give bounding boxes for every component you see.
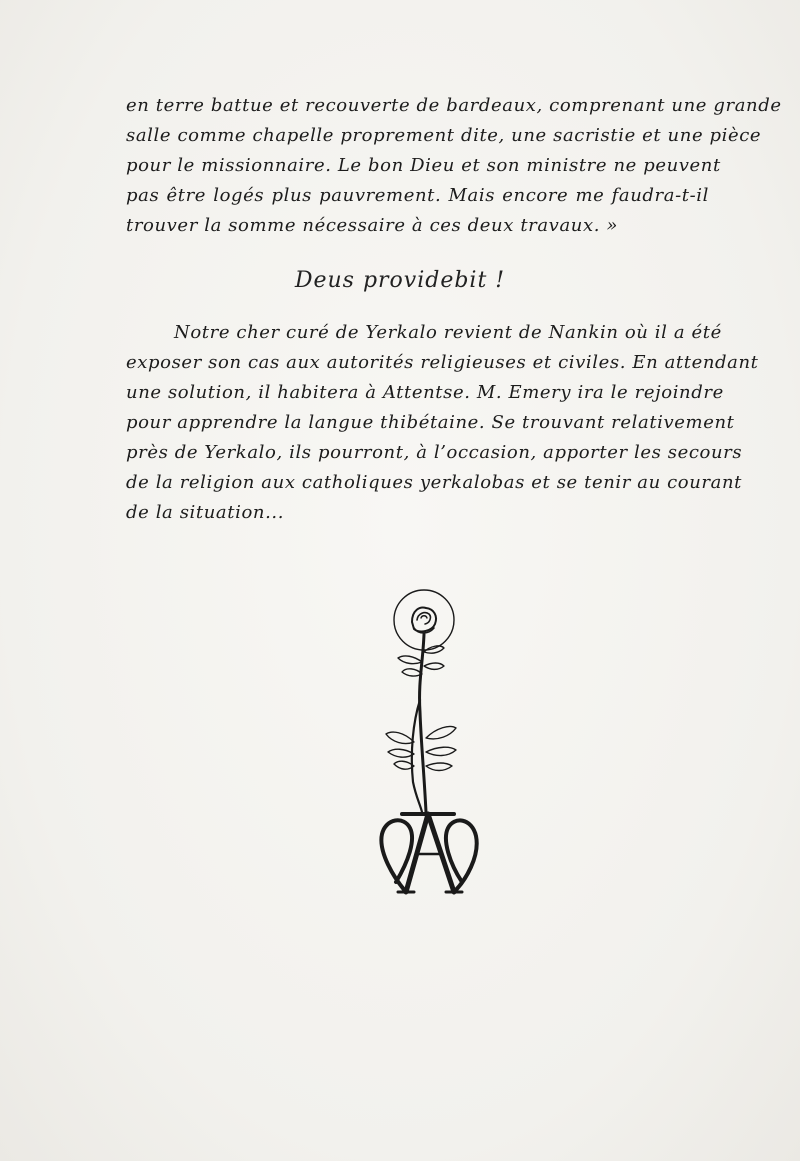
text-line: pas être logés plus pauvrement. Mais encore me faudra-t-il [126, 185, 709, 206]
text-line: salle comme chapelle proprement dite, une sacristie et une pièce [126, 125, 762, 146]
text-line: exposer son cas aux autorités religieuses et civiles. En attendant [126, 352, 759, 373]
text-line: trouver la somme nécessaire à ces deux travaux. » [126, 215, 618, 236]
text-line: Notre cher curé de Yerkalo revient de Nankin où il a été [174, 322, 722, 343]
text-line: de la situation... [126, 502, 285, 523]
rose-monogram-icon [358, 582, 498, 900]
text-line: de la religion aux catholiques yerkalobas et se tenir au courant [126, 472, 742, 493]
paragraph-1 [126, 91, 782, 241]
text-line: pour le missionnaire. Le bon Dieu et son ministre ne peuvent [126, 155, 721, 176]
paragraph-2 [126, 318, 759, 528]
text-line: une solution, il habitera à Attentse. M. Emery ira le rejoindre [126, 382, 724, 403]
section-heading: Deus providebit ! [294, 268, 506, 293]
text-line: en terre battue et recouverte de bardeaux, comprenant une grande [126, 95, 782, 116]
text-line: près de Yerkalo, ils pourront, à l’occasion, apporter les secours [126, 442, 743, 463]
text-line: pour apprendre la langue thibétaine. Se trouvant relativement [126, 412, 735, 433]
